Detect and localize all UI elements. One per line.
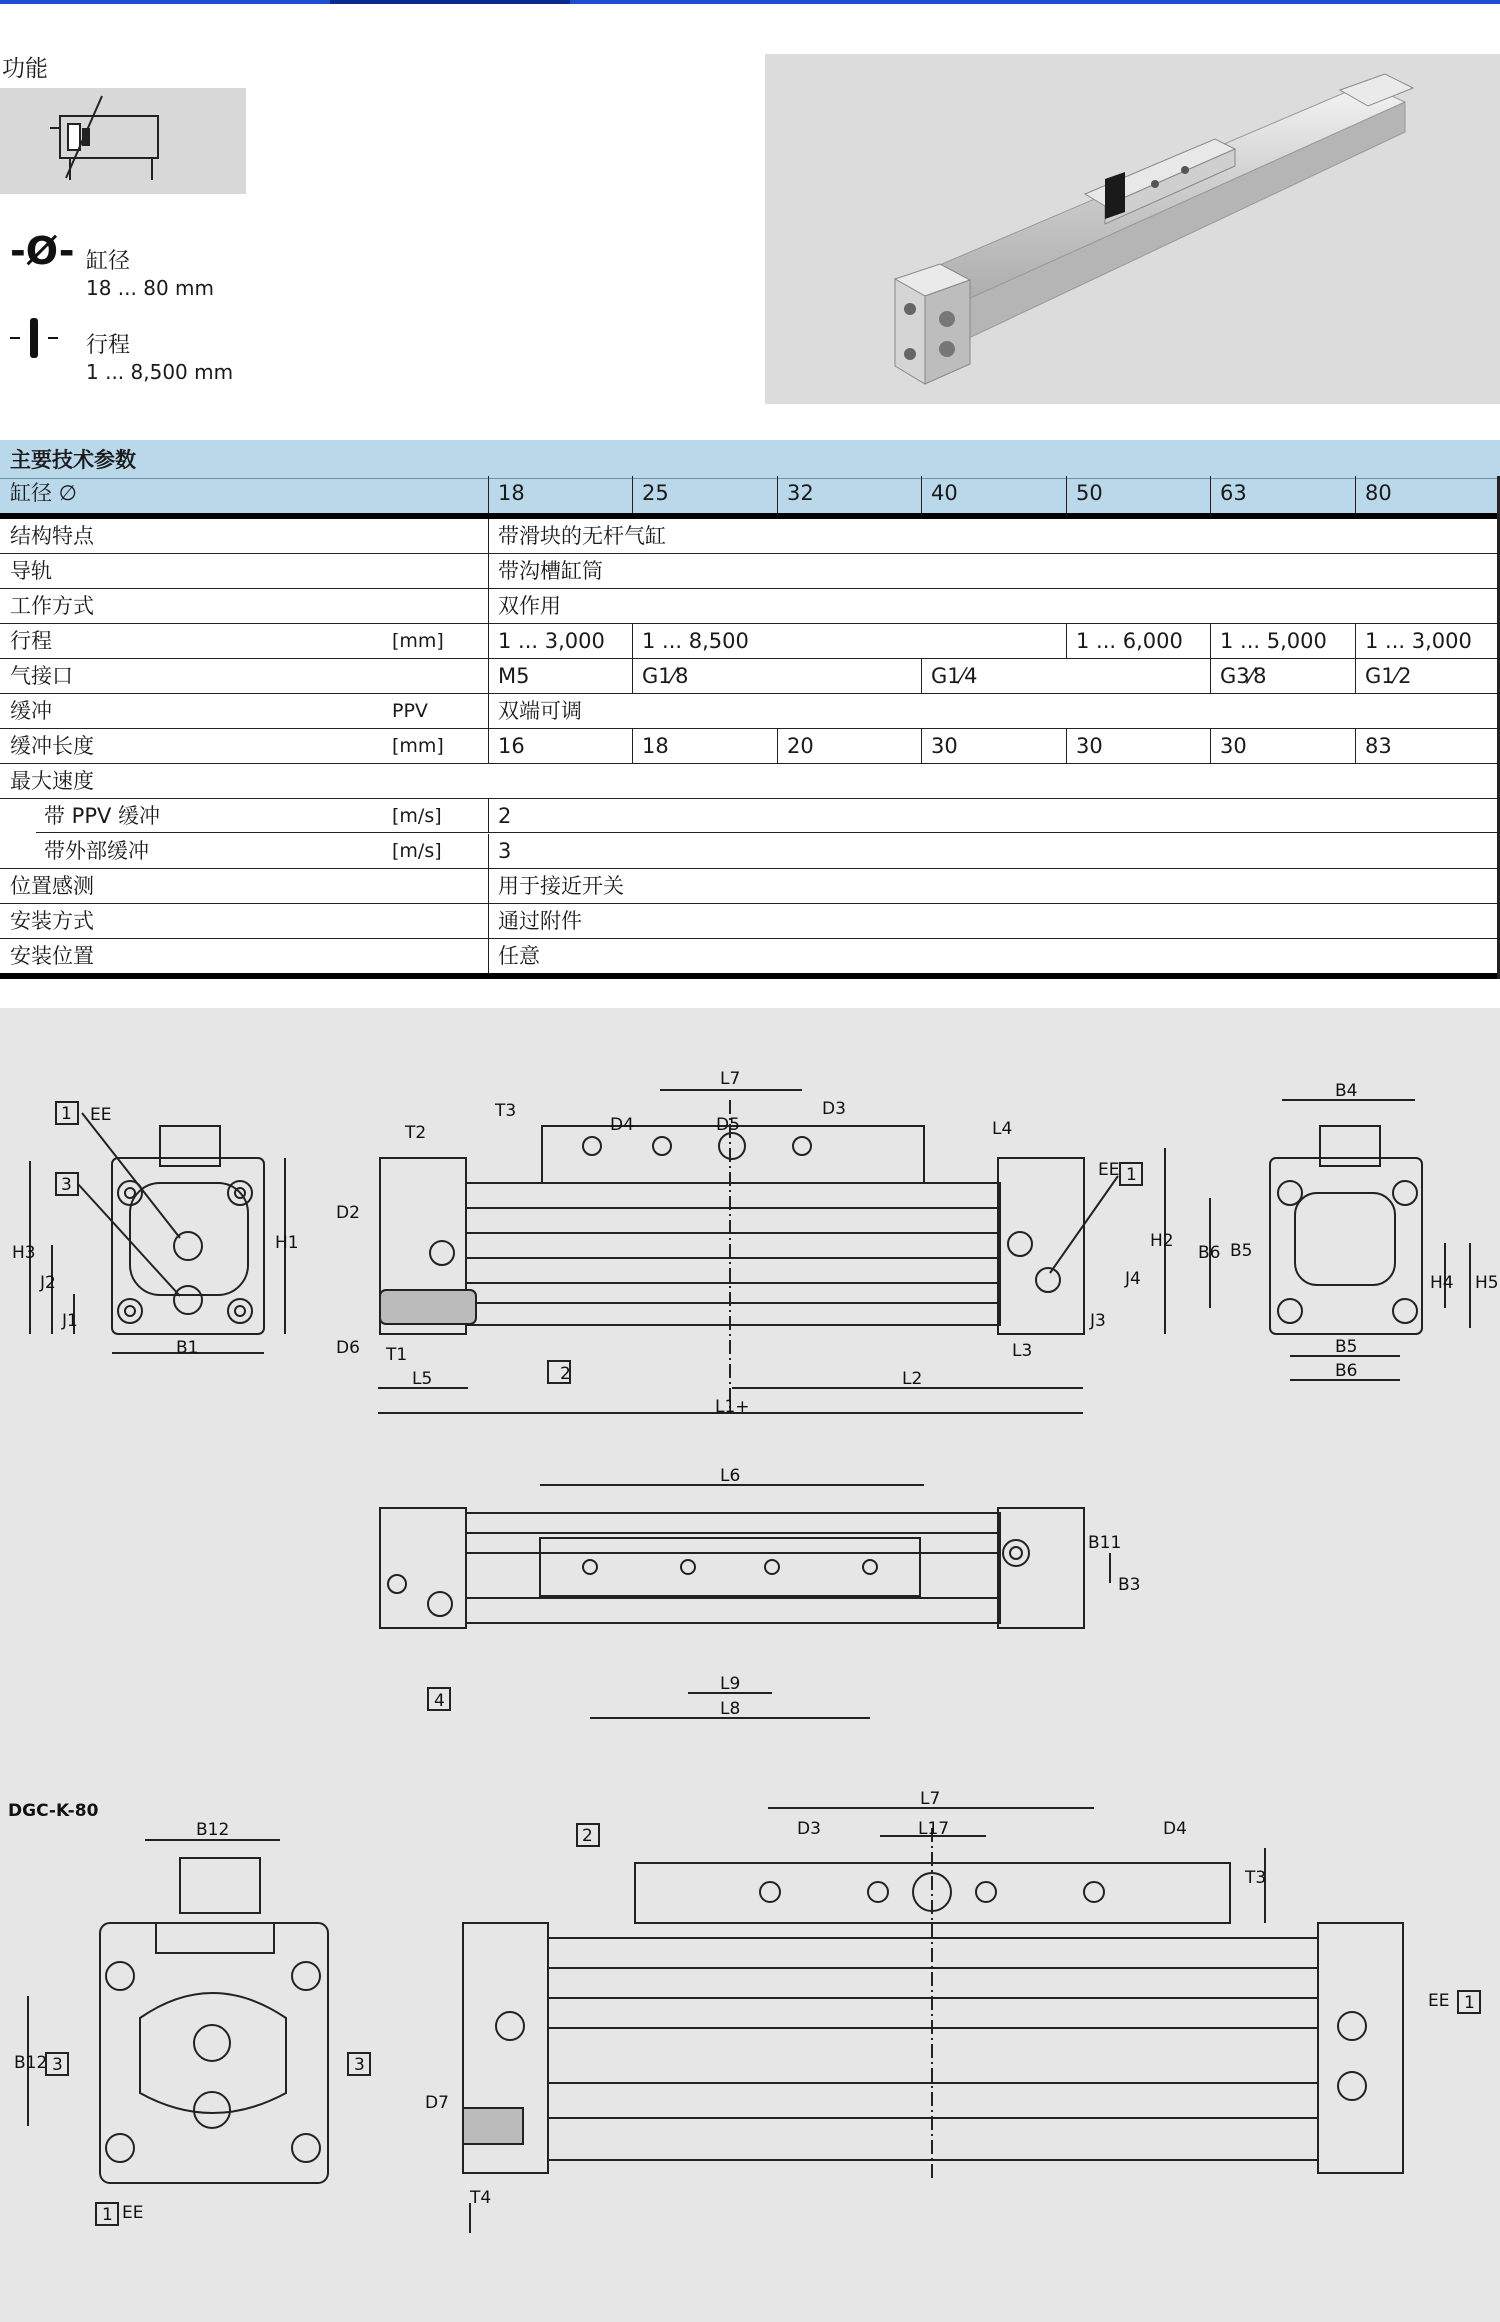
svg-text:EE: EE: [1098, 1160, 1120, 1180]
svg-text:EE: EE: [122, 2203, 144, 2223]
svg-text:3: 3: [354, 2055, 365, 2075]
svg-text:B1: B1: [176, 1338, 199, 1358]
top-accent-bar: [0, 0, 1500, 4]
dgc-k-80-front-view: [28, 1840, 470, 2233]
svg-text:B5: B5: [1335, 1337, 1358, 1357]
table-row: 缓冲长度 [mm] 16 18 20 30 30 30 83: [0, 729, 1500, 764]
svg-text:1: 1: [61, 1104, 72, 1124]
svg-text:T3: T3: [1245, 1868, 1267, 1888]
function-symbol: [0, 88, 246, 194]
svg-text:D3: D3: [797, 1819, 821, 1839]
svg-text:H2: H2: [1150, 1231, 1174, 1251]
svg-text:L17: L17: [918, 1819, 950, 1839]
svg-text:D4: D4: [610, 1115, 634, 1135]
svg-text:B12: B12: [196, 1820, 230, 1840]
svg-text:L7: L7: [720, 1069, 741, 1089]
table-row: 工作方式 双作用: [0, 589, 1500, 624]
svg-text:B6: B6: [1198, 1243, 1221, 1263]
svg-text:B6: B6: [1335, 1361, 1358, 1381]
svg-text:D4: D4: [1163, 1819, 1187, 1839]
bore-header-80: 80: [1365, 481, 1392, 505]
svg-text:EE: EE: [1428, 1991, 1450, 2011]
table-row: 气接口 M5 G1⁄8 G1⁄4 G3⁄8 G1⁄2: [0, 659, 1500, 694]
svg-text:L8: L8: [720, 1699, 741, 1719]
bore-label: 缸径: [86, 249, 131, 274]
svg-text:B11: B11: [1088, 1533, 1122, 1553]
svg-text:D3: D3: [822, 1099, 846, 1119]
svg-text:4: 4: [434, 1691, 445, 1711]
svg-text:B5: B5: [1230, 1241, 1253, 1261]
svg-text:J4: J4: [1125, 1269, 1141, 1289]
bore-header-25: 25: [642, 481, 669, 505]
table-row: 安装位置 任意: [0, 939, 1500, 973]
svg-text:J3: J3: [1090, 1311, 1106, 1331]
table-row: 最大速度: [0, 764, 1500, 799]
stroke-icon: [10, 314, 60, 366]
svg-text:1: 1: [102, 2205, 113, 2225]
table-header: [0, 440, 1500, 513]
table-row: 带外部缓冲 [m/s] 3: [0, 834, 1500, 869]
svg-text:B4: B4: [1335, 1081, 1358, 1101]
svg-text:B12: B12: [14, 2053, 48, 2073]
svg-text:L4: L4: [992, 1119, 1013, 1139]
svg-text:L5: L5: [412, 1369, 433, 1389]
bore-value: 18 ... 80 mm: [86, 276, 215, 300]
svg-text:T2: T2: [405, 1123, 427, 1143]
svg-text:T1: T1: [386, 1345, 408, 1365]
svg-text:-Ø-: -Ø-: [10, 229, 75, 273]
table-row: 结构特点 带滑块的无杆气缸: [0, 519, 1500, 554]
svg-text:3: 3: [61, 1175, 72, 1195]
product-image: [765, 54, 1500, 404]
svg-text:H4: H4: [1430, 1273, 1454, 1293]
bore-header-32: 32: [787, 481, 814, 505]
svg-text:D7: D7: [425, 2093, 449, 2113]
table-row: 缓冲 PPV 双端可调: [0, 694, 1500, 729]
svg-text:J1: J1: [62, 1311, 78, 1331]
svg-text:D2: D2: [336, 1203, 360, 1223]
svg-text:H5: H5: [1475, 1273, 1499, 1293]
svg-text:L6: L6: [720, 1466, 741, 1486]
bore-header-40: 40: [931, 481, 958, 505]
svg-text:D6: D6: [336, 1338, 360, 1358]
svg-text:L7: L7: [920, 1789, 941, 1809]
svg-text:2: 2: [560, 1364, 571, 1384]
svg-text:J2: J2: [40, 1273, 56, 1293]
svg-text:L2: L2: [902, 1369, 923, 1389]
table-row: 行程 [mm] 1 ... 3,000 1 ... 8,500 1 ... 6,000 1 ... 5,000 1 ... 3,000: [0, 624, 1500, 659]
svg-text:1: 1: [1464, 1993, 1475, 2013]
side-view: [378, 1090, 1165, 1413]
stroke-label: 行程: [86, 333, 131, 358]
function-title: 功能: [2, 56, 48, 82]
dgc-k-80-side-view: [463, 1808, 1480, 2178]
dimension-drawings: [0, 1008, 1500, 2322]
svg-text:D5: D5: [716, 1115, 740, 1135]
variant-label: DGC-K-80: [8, 1801, 99, 1821]
svg-text:L3: L3: [1012, 1341, 1033, 1361]
svg-text:L9: L9: [720, 1674, 741, 1694]
top-view: [380, 1485, 1110, 1718]
svg-text:1: 1: [1126, 1165, 1137, 1185]
svg-text:T3: T3: [495, 1101, 517, 1121]
bore-header-18: 18: [498, 481, 525, 505]
diameter-icon: [10, 229, 75, 278]
table-title: 主要技术参数: [10, 447, 136, 472]
stroke-value: 1 ... 8,500 mm: [86, 360, 234, 384]
bore-header-63: 63: [1220, 481, 1247, 505]
svg-text:B3: B3: [1118, 1575, 1141, 1595]
svg-text:H1: H1: [275, 1233, 299, 1253]
svg-text:2: 2: [582, 1826, 593, 1846]
table-row: 安装方式 通过附件: [0, 904, 1500, 939]
svg-text:H3: H3: [12, 1243, 36, 1263]
table-row: 带 PPV 缓冲 [m/s] 2: [0, 799, 1500, 833]
svg-text:EE: EE: [90, 1105, 112, 1125]
table-row: 导轨 带沟槽缸筒: [0, 554, 1500, 589]
svg-text:L1+: L1+: [715, 1397, 750, 1417]
top-accent-bar-segment: [330, 0, 570, 4]
bore-header-50: 50: [1076, 481, 1103, 505]
svg-text:T4: T4: [470, 2188, 492, 2208]
bore-header-label: 缸径 ∅: [10, 481, 77, 505]
table-row: 位置感测 用于接近开关: [0, 869, 1500, 904]
svg-text:3: 3: [52, 2055, 63, 2075]
